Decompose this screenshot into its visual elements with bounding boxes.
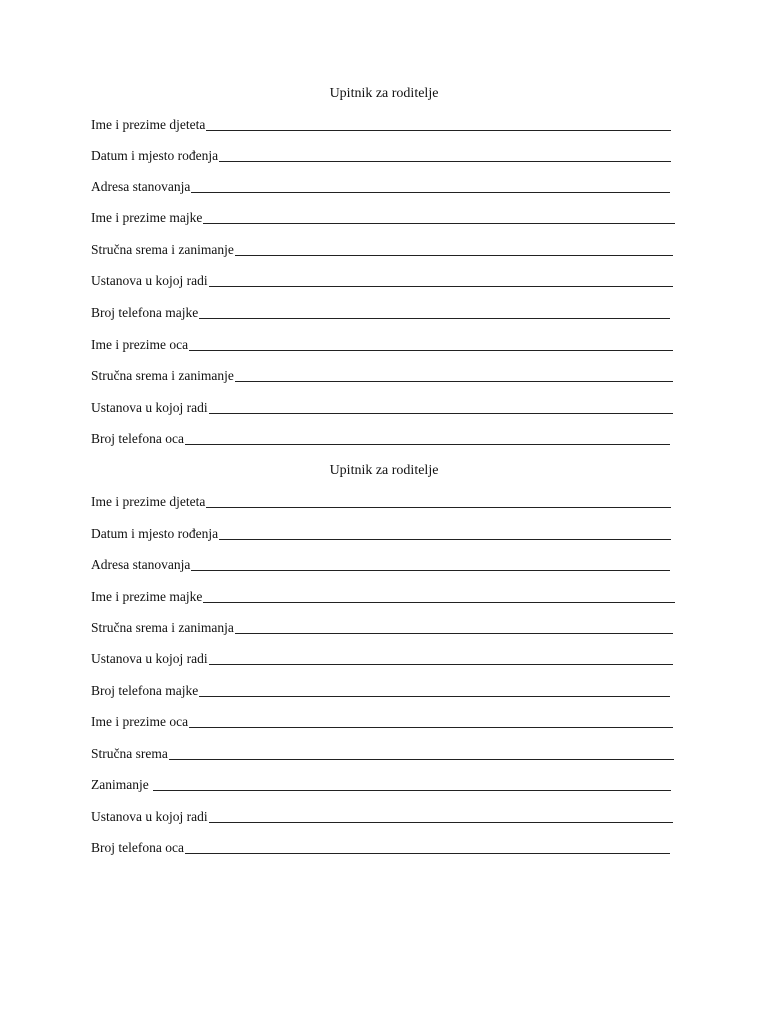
- field-label: Ustanova u kojoj radi: [91, 651, 208, 666]
- s1-field-mother-name[interactable]: [91, 209, 675, 227]
- field-label: Ime i prezime oca: [91, 337, 189, 352]
- field-label: Ime i prezime majke: [91, 589, 203, 604]
- fill-line[interactable]: [209, 412, 673, 414]
- field-label: Adresa stanovanja: [91, 179, 191, 194]
- fill-line[interactable]: [185, 852, 670, 854]
- field-label: Datum i mjesto rođenja: [91, 526, 219, 541]
- field-label: Datum i mjesto rođenja: [91, 148, 219, 163]
- field-label: Ustanova u kojoj radi: [91, 400, 208, 415]
- s2-field-child-name[interactable]: [91, 493, 671, 511]
- fill-line[interactable]: [209, 663, 673, 665]
- fill-line[interactable]: [235, 632, 673, 634]
- s2-field-father-education[interactable]: [91, 745, 674, 763]
- fill-line[interactable]: [169, 758, 674, 760]
- field-label: Broj telefona majke: [91, 683, 199, 698]
- s2-field-father-occupation[interactable]: [91, 776, 671, 794]
- s2-field-father-workplace[interactable]: [91, 808, 673, 826]
- s2-field-father-phone[interactable]: [91, 839, 670, 857]
- s2-field-mother-workplace[interactable]: [91, 650, 673, 668]
- s2-field-father-name[interactable]: [91, 713, 673, 731]
- fill-line[interactable]: [189, 726, 673, 728]
- field-label: Broj telefona oca: [91, 431, 184, 446]
- s1-field-father-workplace[interactable]: [91, 399, 673, 417]
- fill-line[interactable]: [219, 160, 671, 162]
- field-label: Stručna srema i zanimanje: [91, 368, 234, 383]
- s1-field-father-name[interactable]: [91, 336, 673, 354]
- fill-line[interactable]: [203, 601, 675, 603]
- s2-field-mother-name[interactable]: [91, 588, 675, 606]
- s1-field-address[interactable]: [91, 178, 670, 196]
- s1-field-father-phone[interactable]: [91, 430, 670, 448]
- field-label: Stručna srema i zanimanja: [91, 620, 234, 635]
- fill-line[interactable]: [191, 569, 670, 571]
- s1-field-mother-phone[interactable]: [91, 304, 670, 322]
- field-label: Ime i prezime djeteta: [91, 494, 206, 509]
- s1-field-birth-date-place[interactable]: [91, 147, 671, 165]
- fill-line[interactable]: [206, 506, 671, 508]
- field-label: Adresa stanovanja: [91, 557, 191, 572]
- fill-line[interactable]: [199, 317, 670, 319]
- fill-line[interactable]: [235, 380, 673, 382]
- field-label: Stručna srema: [91, 746, 168, 761]
- fill-line[interactable]: [203, 222, 675, 224]
- s2-field-birth-date-place[interactable]: [91, 525, 671, 543]
- fill-line[interactable]: [185, 443, 670, 445]
- field-label: Ime i prezime oca: [91, 714, 189, 729]
- field-label: Ustanova u kojoj radi: [91, 273, 208, 288]
- fill-line[interactable]: [191, 191, 670, 193]
- field-label: Ustanova u kojoj radi: [91, 809, 208, 824]
- field-label: Broj telefona oca: [91, 840, 184, 855]
- section2-title: Upitnik za roditelje: [329, 463, 439, 478]
- fill-line[interactable]: [189, 349, 673, 351]
- fill-line[interactable]: [219, 538, 671, 540]
- fill-line[interactable]: [206, 129, 671, 131]
- field-label: Stručna srema i zanimanje: [91, 242, 234, 257]
- s2-field-mother-education-occupation[interactable]: [91, 619, 673, 637]
- section1-title: Upitnik za roditelje: [329, 86, 439, 101]
- fill-line[interactable]: [153, 789, 671, 791]
- field-label: Ime i prezime djeteta: [91, 117, 206, 132]
- s1-field-mother-workplace[interactable]: [91, 272, 673, 290]
- s2-field-address[interactable]: [91, 556, 670, 574]
- field-label: Zanimanje: [91, 777, 153, 792]
- field-label: Ime i prezime majke: [91, 210, 203, 225]
- field-label: Broj telefona majke: [91, 305, 199, 320]
- fill-line[interactable]: [209, 285, 673, 287]
- s1-field-mother-education-occupation[interactable]: [91, 241, 673, 259]
- s1-field-child-name[interactable]: [91, 116, 671, 134]
- s2-field-mother-phone[interactable]: [91, 682, 670, 700]
- fill-line[interactable]: [209, 821, 673, 823]
- s1-field-father-education-occupation[interactable]: [91, 367, 673, 385]
- fill-line[interactable]: [199, 695, 670, 697]
- fill-line[interactable]: [235, 254, 673, 256]
